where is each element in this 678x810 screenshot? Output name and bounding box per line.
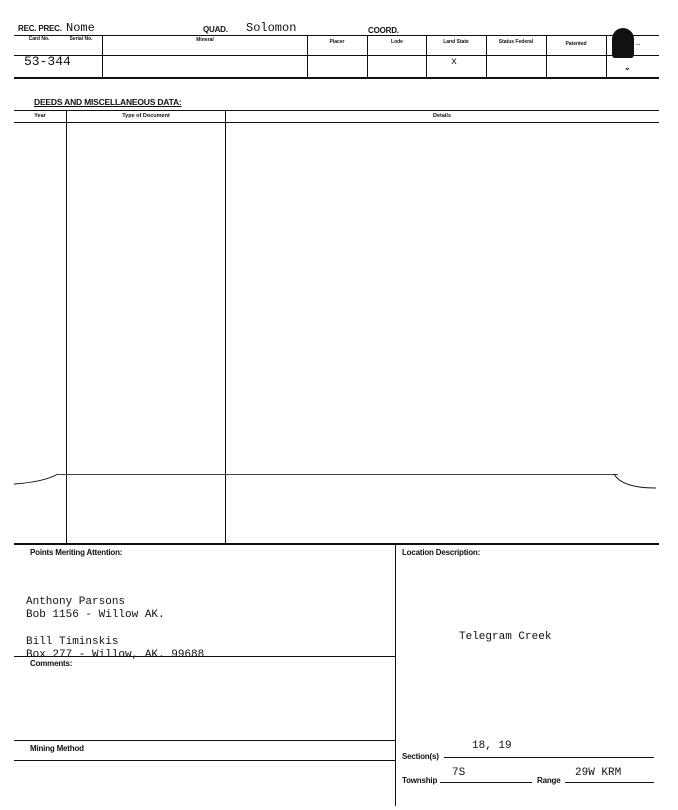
col-serial: Serial No. <box>69 36 93 42</box>
claim-divider <box>606 36 607 77</box>
deeds-top-rule <box>14 110 659 111</box>
col-type: Type of Document <box>122 113 170 119</box>
township-underline <box>440 782 532 783</box>
claim-header-rule <box>14 55 659 56</box>
points-line-1: Anthony Parsons <box>26 596 126 608</box>
points-line-2: Bob 1156 - Willow AK. <box>26 609 165 621</box>
points-line-3: Bill Timinskis <box>26 636 119 648</box>
mining-bottom-rule <box>14 760 395 761</box>
location-label: Location Description: <box>402 548 481 557</box>
comments-label: Comments: <box>30 659 73 668</box>
deeds-year-divider <box>66 111 67 543</box>
col-card: Card No. <box>28 36 50 42</box>
claim-bottom-rule <box>14 77 659 79</box>
land-state-mark: x <box>451 57 458 68</box>
header-rule <box>14 35 659 36</box>
range-underline <box>565 782 654 783</box>
col-mineral: Mineral <box>196 37 214 43</box>
township-value: 7S <box>452 767 466 779</box>
col-last: ... <box>636 41 641 47</box>
quad-value: Solomon <box>246 21 297 35</box>
col-details: Details <box>432 113 452 119</box>
lower-divider <box>395 544 396 806</box>
deeds-type-divider <box>225 111 226 543</box>
col-placer: Placer <box>329 39 345 45</box>
deeds-header-rule <box>14 122 659 123</box>
col-land-state: Land State <box>443 39 469 45</box>
coord-label: COORD. <box>368 26 399 35</box>
sections-underline <box>444 757 654 758</box>
col-lode: Lode <box>391 39 403 45</box>
chevron-down-icon: ⌄ <box>624 63 631 72</box>
claim-divider <box>102 36 103 77</box>
fold-mark-right <box>612 468 658 492</box>
deeds-title: DEEDS AND MISCELLANEOUS DATA: <box>34 97 182 107</box>
deeds-bottom-rule <box>14 543 659 545</box>
col-year: Year <box>34 113 46 119</box>
col-status-federal: Status Federal <box>498 39 534 45</box>
range-label: Range <box>537 776 561 785</box>
quad-label: QUAD. <box>203 25 228 34</box>
location-description: Telegram Creek <box>459 631 552 643</box>
sections-value: 18, 19 <box>472 740 512 752</box>
redaction-mark <box>612 28 634 58</box>
rec-prec-value: Nome <box>66 21 95 35</box>
range-value: 29W KRM <box>575 767 622 779</box>
comments-rule <box>14 656 395 657</box>
sections-label: Section(s) <box>402 752 439 761</box>
township-label: Township <box>402 776 438 785</box>
card-serial-value: 53-344 <box>24 54 71 69</box>
fold-line <box>58 474 618 475</box>
points-line-4: Box 277 - Willow, AK. 99688 <box>26 649 205 661</box>
mining-label: Mining Method <box>30 744 84 753</box>
points-label: Points Meriting Attention: <box>30 548 123 557</box>
col-patented: Patented <box>565 41 587 47</box>
mining-top-rule <box>14 740 395 741</box>
rec-prec-label: REC. PREC. <box>18 24 62 33</box>
fold-mark-left <box>14 468 60 488</box>
